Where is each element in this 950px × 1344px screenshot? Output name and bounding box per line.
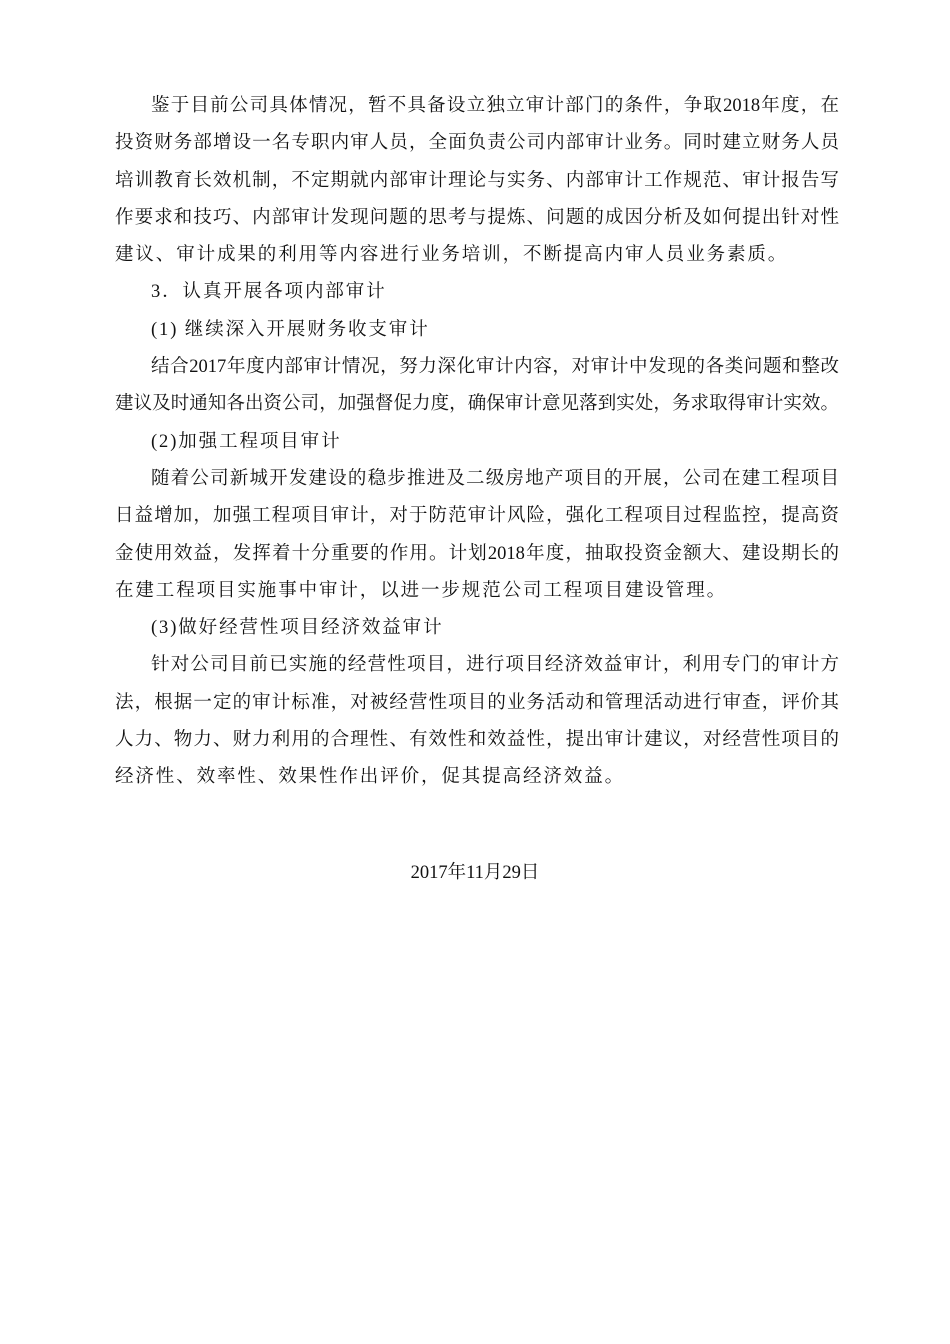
section-heading-3: 3．认真开展各项内部审计 bbox=[151, 282, 387, 303]
text-line: 结合2017年度内部审计情况，努力深化审计内容，对审计中发现的各类问题和整改 bbox=[151, 357, 839, 378]
text-line: 经济性、效率性、效果性作出评价，促其提高经济效益。 bbox=[115, 767, 626, 788]
text-line: 法，根据一定的审计标准，对被经营性项目的业务活动和管理活动进行审查，评价其 bbox=[115, 692, 839, 713]
subsection-heading-2: (2)加强工程项目审计 bbox=[151, 431, 342, 452]
paragraph-engineering-audit bbox=[115, 461, 839, 610]
paragraph-staffing bbox=[115, 88, 839, 274]
paragraph-financial-audit bbox=[115, 349, 839, 424]
subsection-heading-3: (3)做好经营性项目经济效益审计 bbox=[151, 618, 444, 639]
text-line: 建议、审计成果的利用等内容进行业务培训，不断提高内审人员业务素质。 bbox=[115, 245, 789, 266]
text-line: 随着公司新城开发建设的稳步推进及二级房地产项目的开展，公司在建工程项目 bbox=[151, 468, 839, 489]
text-line: 针对公司目前已实施的经营性项目，进行项目经济效益审计，利用专门的审计方 bbox=[151, 655, 839, 676]
document-date: 2017年11月29日 bbox=[410, 863, 540, 883]
subsection-heading-1: (1) 继续深入开展财务收支审计 bbox=[151, 319, 430, 340]
text-line: 建议及时通知各出资公司，加强督促力度，确保审计意见落到实处，务求取得审计实效。 bbox=[115, 394, 839, 415]
paragraph-efficiency-audit bbox=[115, 647, 839, 796]
text-line: 金使用效益，发挥着十分重要的作用。计划2018年度，抽取投资金额大、建设期长的 bbox=[115, 543, 839, 564]
text-line: 培训教育长效机制，不定期就内部审计理论与实务、内部审计工作规范、审计报告写 bbox=[115, 170, 839, 191]
document-body bbox=[115, 88, 839, 797]
text-line: 日益增加，加强工程项目审计，对于防范审计风险，强化工程项目过程监控，提高资 bbox=[115, 506, 839, 527]
text-line: 在建工程项目实施事中审计，以进一步规范公司工程项目建设管理。 bbox=[115, 580, 728, 601]
text-line: 鉴于目前公司具体情况，暂不具备设立独立审计部门的条件，争取2018年度，在 bbox=[151, 96, 839, 116]
text-line: 作要求和技巧、内部审计发现问题的思考与提炼、问题的成因分析及如何提出针对性 bbox=[115, 207, 839, 228]
text-line: 投资财务部增设一名专职内审人员，全面负责公司内部审计业务。同时建立财务人员 bbox=[115, 133, 839, 154]
text-line: 人力、物力、财力利用的合理性、有效性和效益性，提出审计建议，对经营性项目的 bbox=[115, 730, 839, 751]
